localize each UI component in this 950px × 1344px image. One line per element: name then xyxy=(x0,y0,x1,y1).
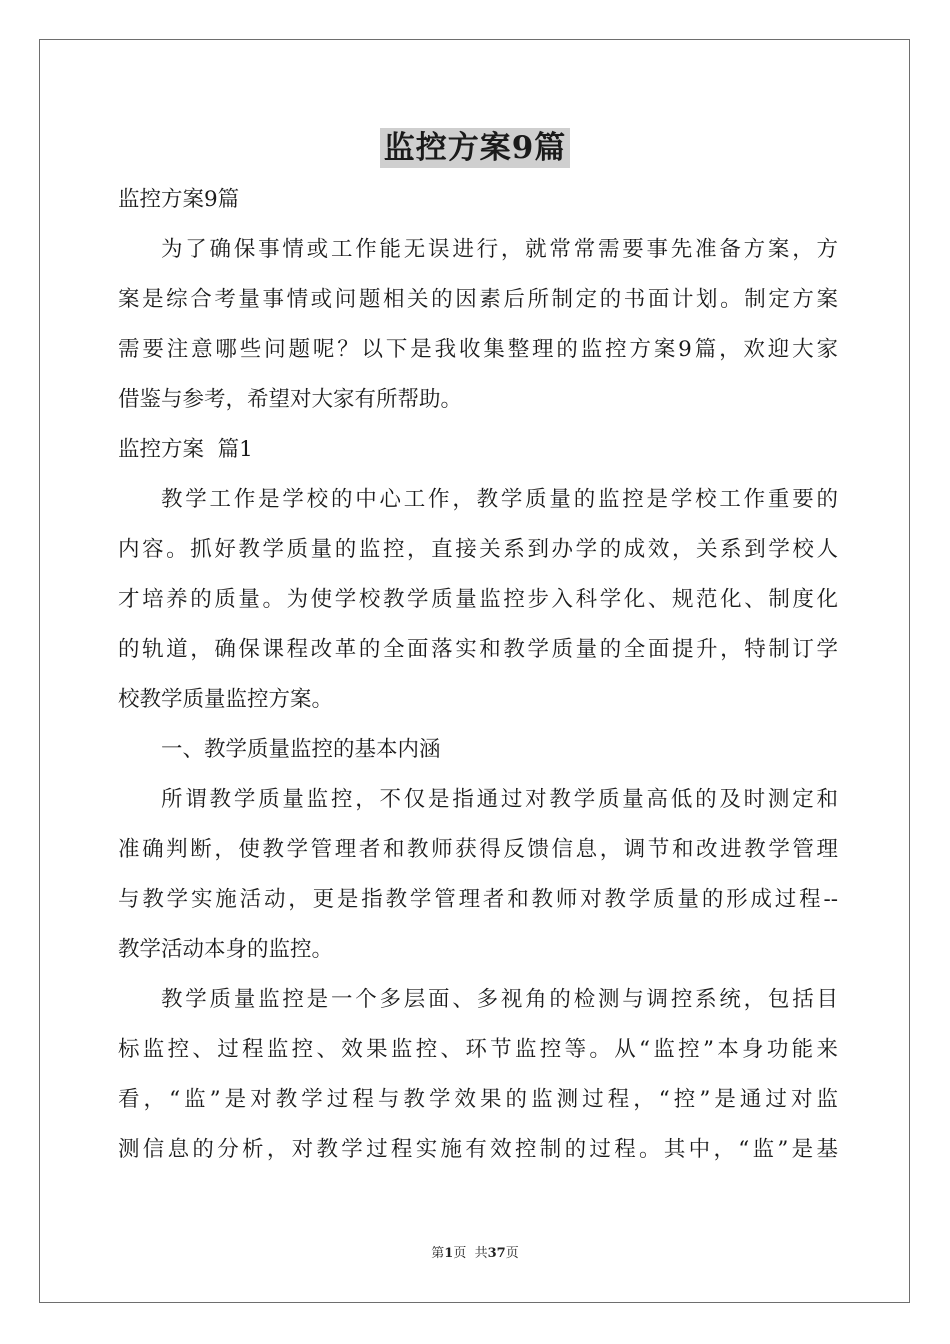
paragraph-line: 才培养的质量。为使学校教学质量监控步入科学化、规范化、制度化 xyxy=(118,587,838,612)
footer-suffix: 页 xyxy=(505,1246,519,1261)
paragraph-line: 教学工作是学校的中心工作，教学质量的监控是学校工作重要的 xyxy=(161,487,838,512)
intro-line: 需要注意哪些问题呢？以下是我收集整理的监控方案9篇，欢迎大家 xyxy=(118,337,838,362)
intro-line: 案是综合考量事情或问题相关的因素后所制定的书面计划。制定方案 xyxy=(118,287,838,312)
document-title xyxy=(0,128,950,173)
document-subtitle: 监控方案9篇 xyxy=(118,187,240,212)
footer-mid: 页 共 xyxy=(453,1246,488,1261)
paragraph-line: 教学质量监控是一个多层面、多视角的检测与调控系统，包括目 xyxy=(161,987,838,1012)
intro-line: 为了确保事情或工作能无误进行，就常常需要事先准备方案，方 xyxy=(161,237,838,262)
subheading: 一、教学质量监控的基本内涵 xyxy=(161,737,441,762)
paragraph-line: 测信息的分析，对教学过程实施有效控制的过程。其中，“监”是基 xyxy=(118,1137,838,1162)
paragraph-line: 看，“监”是对教学过程与教学效果的监测过程，“控”是通过对监 xyxy=(118,1087,838,1112)
paragraph-line: 教学活动本身的监控。 xyxy=(118,937,334,962)
paragraph-line: 标监控、过程监控、效果监控、环节监控等。从“监控”本身功能来 xyxy=(118,1037,838,1062)
paragraph-line: 所谓教学质量监控，不仅是指通过对教学质量高低的及时测定和 xyxy=(161,787,838,812)
footer-total-pages: 37 xyxy=(487,1246,506,1261)
paragraph-line: 与教学实施活动，更是指教学管理者和教师对教学质量的形成过程-- xyxy=(118,887,838,912)
footer-prefix: 第 xyxy=(431,1246,445,1261)
paragraph-line: 校教学质量监控方案。 xyxy=(118,687,334,712)
document-title-text: 监控方案9篇 xyxy=(380,128,571,168)
footer-page-number: 1 xyxy=(444,1246,454,1261)
paragraph-line: 内容。抓好教学质量的监控，直接关系到办学的成效，关系到学校人 xyxy=(118,537,838,562)
page-footer xyxy=(0,1244,950,1264)
paragraph-line: 的轨道，确保课程改革的全面落实和教学质量的全面提升，特制订学 xyxy=(118,637,838,662)
paragraph-line: 准确判断，使教学管理者和教师获得反馈信息，调节和改进教学管理 xyxy=(118,837,838,862)
section-heading: 监控方案 篇1 xyxy=(118,437,253,462)
intro-line: 借鉴与参考，希望对大家有所帮助。 xyxy=(118,387,463,412)
